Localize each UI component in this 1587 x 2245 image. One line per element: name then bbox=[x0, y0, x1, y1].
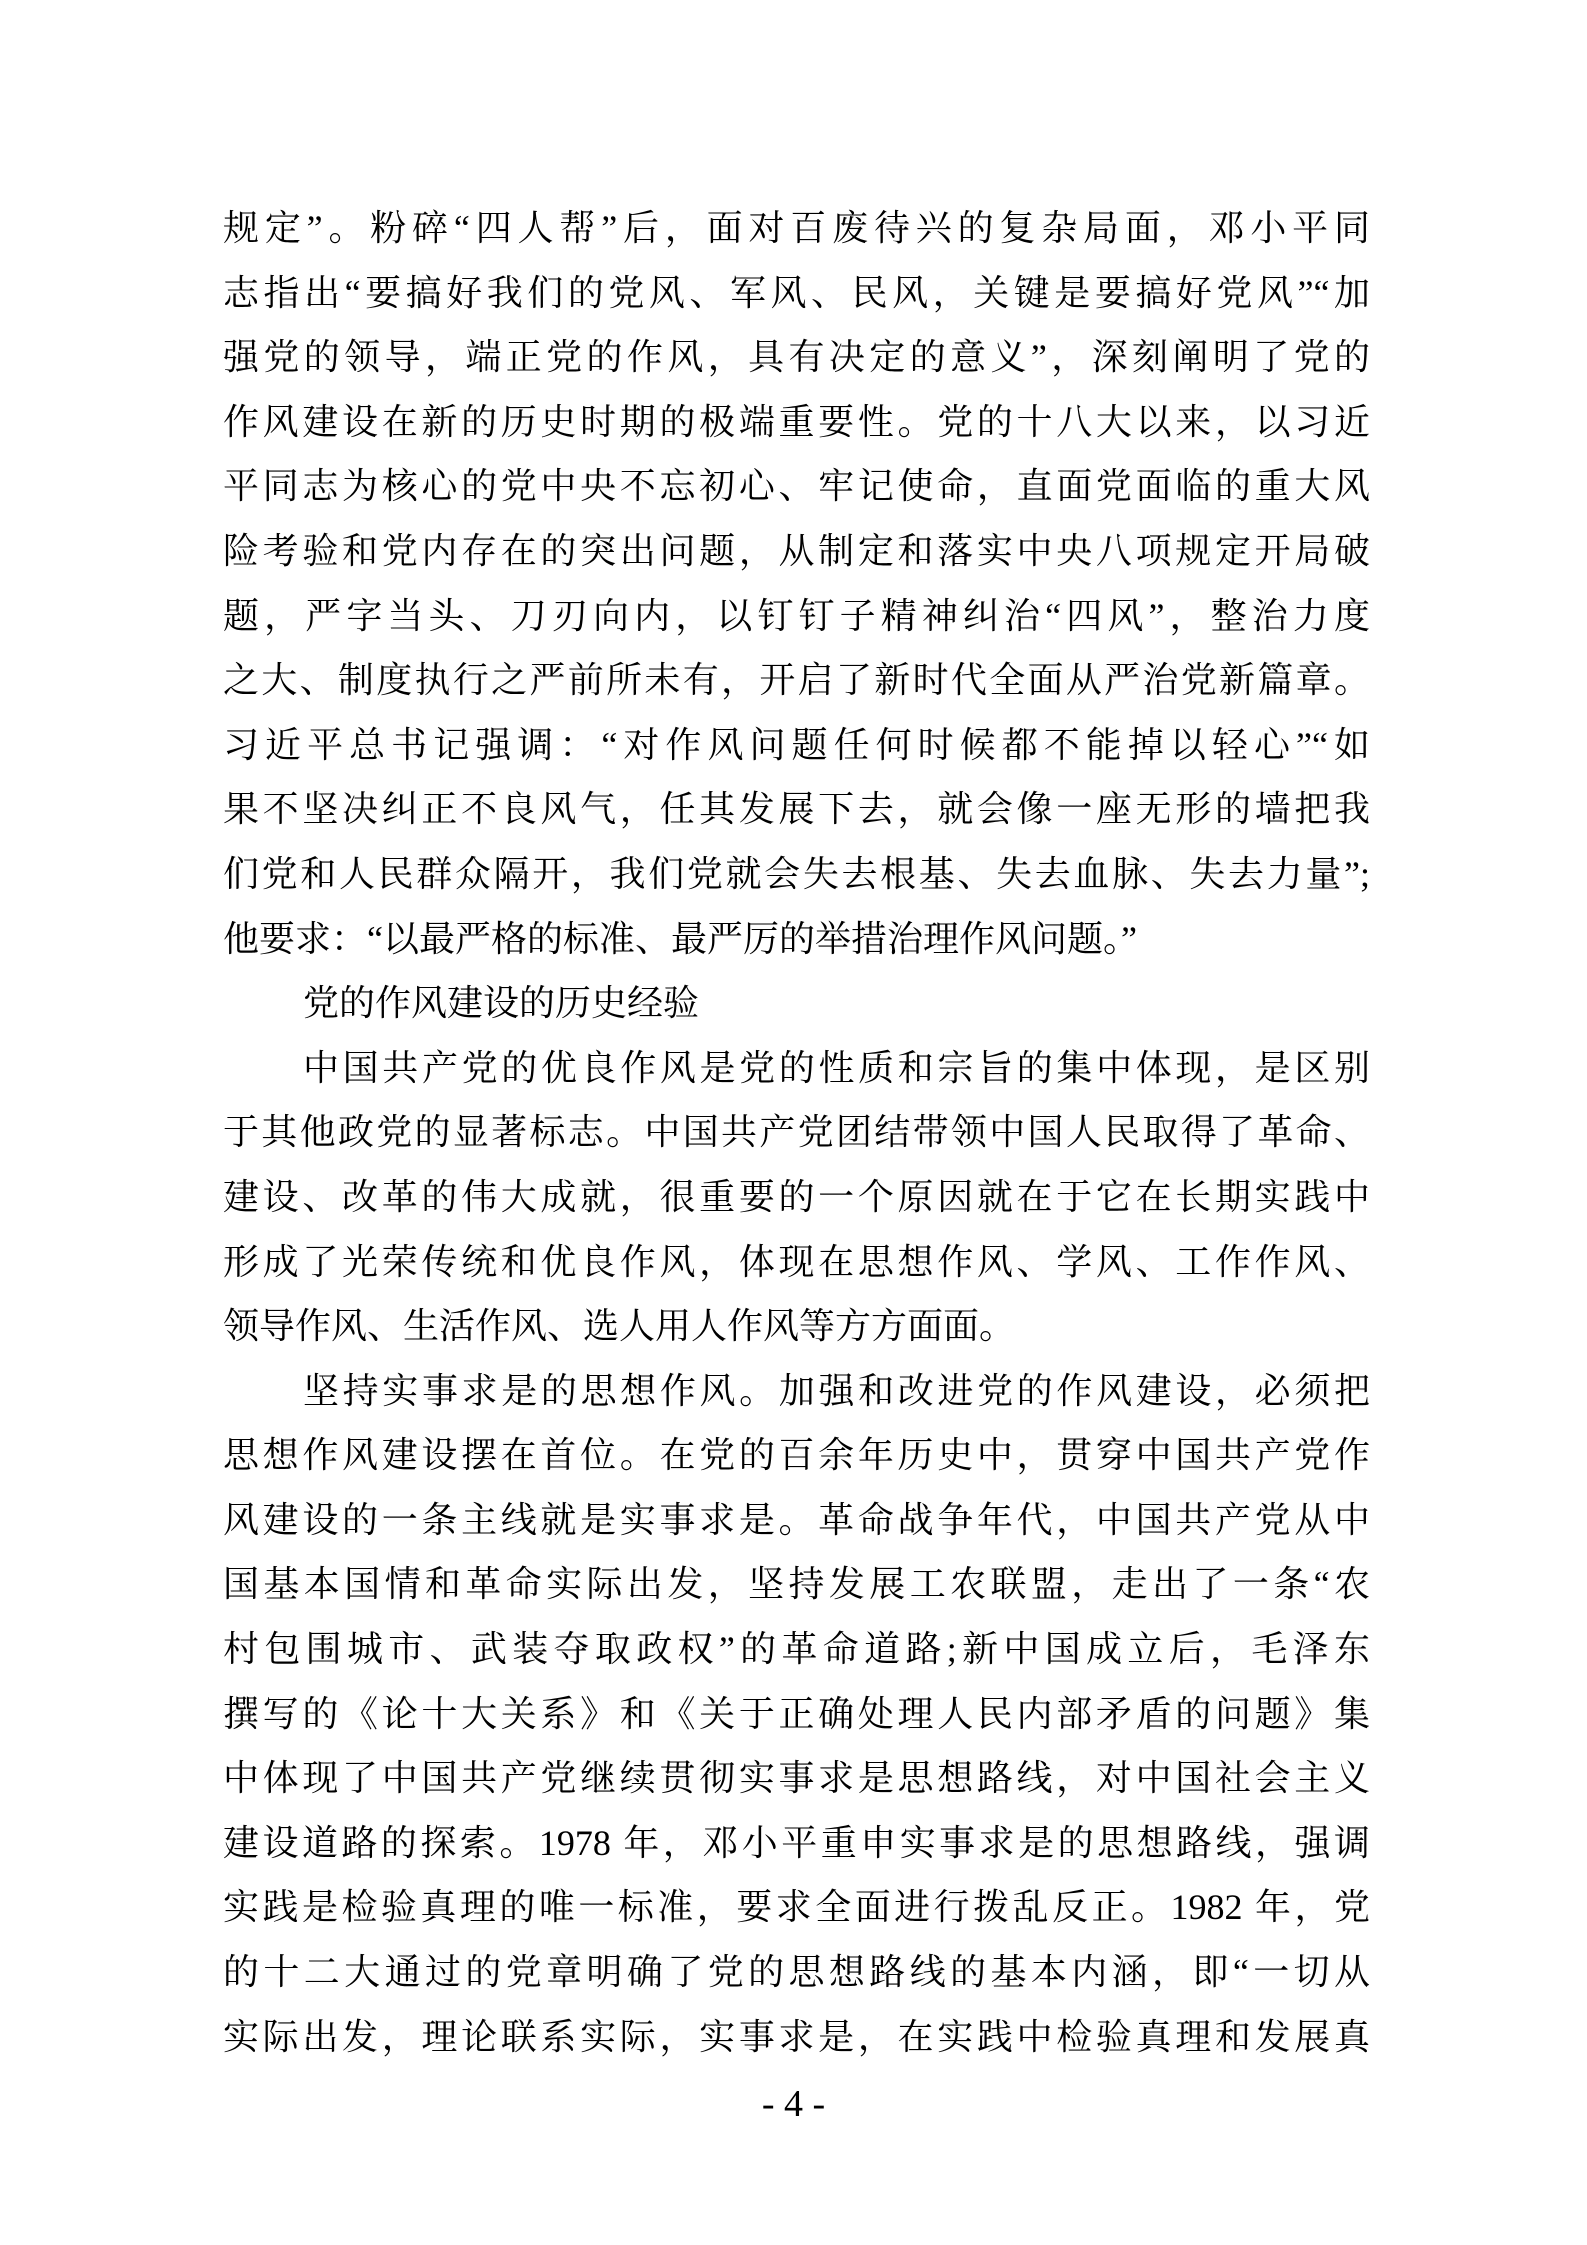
text-line: 之大、制度执行之严前所未有，开启了新时代全面从严治党新篇章。 bbox=[223, 660, 1370, 701]
text-line: 建设道路的探索。1978 年，邓小平重申实事求是的思想路线，强调 bbox=[223, 1822, 1370, 1863]
text-line: 题，严字当头、刀刃向内，以钉钉子精神纠治“四风”，整治力度 bbox=[223, 595, 1370, 636]
text-line: 平同志为核心的党中央不忘初心、牢记使命，直面党面临的重大风 bbox=[223, 466, 1370, 507]
text-line: 的十二大通过的党章明确了党的思想路线的基本内涵，即“一切从 bbox=[223, 1952, 1370, 1993]
text-line: 果不坚决纠正不良风气，任其发展下去，就会像一座无形的墙把我 bbox=[223, 789, 1370, 830]
text-line: 险考验和党内存在的突出问题，从制定和落实中央八项规定开局破 bbox=[223, 530, 1370, 571]
text-line: 领导作风、生活作风、选人用人作风等方方面面。 bbox=[223, 1306, 1016, 1347]
text-line: 国基本国情和革命实际出发，坚持发展工农联盟，走出了一条“农 bbox=[223, 1564, 1370, 1605]
text-line: 于其他政党的显著标志。中国共产党团结带领中国人民取得了革命、 bbox=[223, 1112, 1370, 1153]
text-line: 中体现了中国共产党继续贯彻实事求是思想路线，对中国社会主义 bbox=[223, 1758, 1370, 1799]
text-line: 习近平总书记强调：“对作风问题任何时候都不能掉以轻心”“如 bbox=[223, 724, 1370, 765]
text-line: 作风建设在新的历史时期的极端重要性。党的十八大以来，以习近 bbox=[223, 401, 1370, 442]
text-line: 实际出发，理论联系实际，实事求是，在实践中检验真理和发展真 bbox=[223, 2016, 1370, 2057]
text-line: 规定”。粉碎“四人帮”后，面对百废待兴的复杂局面，邓小平同 bbox=[223, 208, 1370, 248]
text-line: 中国共产党的优良作风是党的性质和宗旨的集中体现，是区别 bbox=[303, 1047, 1370, 1088]
text-line: 们党和人民群众隔开，我们党就会失去根基、失去血脉、失去力量”; bbox=[223, 853, 1370, 894]
text-line: 思想作风建设摆在首位。在党的百余年历史中，贯穿中国共产党作 bbox=[223, 1435, 1370, 1476]
text-line: 形成了光荣传统和优良作风，体现在思想作风、学风、工作作风、 bbox=[223, 1241, 1370, 1282]
text-line: 志指出“要搞好我们的党风、军风、民风，关键是要搞好党风”“加 bbox=[223, 272, 1370, 313]
text-line: 建设、改革的伟大成就，很重要的一个原因就在于它在长期实践中 bbox=[223, 1176, 1370, 1217]
text-line: 他要求：“以最严格的标准、最严厉的举措治理作风问题。” bbox=[223, 918, 1137, 959]
text-line: 坚持实事求是的思想作风。加强和改进党的作风建设，必须把 bbox=[303, 1370, 1370, 1411]
page-number: - 4 - bbox=[761, 2083, 826, 2125]
text-line: 村包围城市、武装夺取政权”的革命道路;新中国成立后，毛泽东 bbox=[223, 1629, 1370, 1670]
text-line: 撰写的《论十大关系》和《关于正确处理人民内部矛盾的问题》集 bbox=[223, 1693, 1370, 1734]
text-line: 强党的领导，端正党的作风，具有决定的意义”，深刻阐明了党的 bbox=[223, 337, 1370, 378]
text-line: 实践是检验真理的唯一标准，要求全面进行拨乱反正。1982 年，党 bbox=[223, 1887, 1370, 1928]
document-body bbox=[223, 196, 1370, 2069]
text-line: 党的作风建设的历史经验 bbox=[303, 983, 700, 1024]
text-line: 风建设的一条主线就是实事求是。革命战争年代，中国共产党从中 bbox=[223, 1499, 1370, 1540]
